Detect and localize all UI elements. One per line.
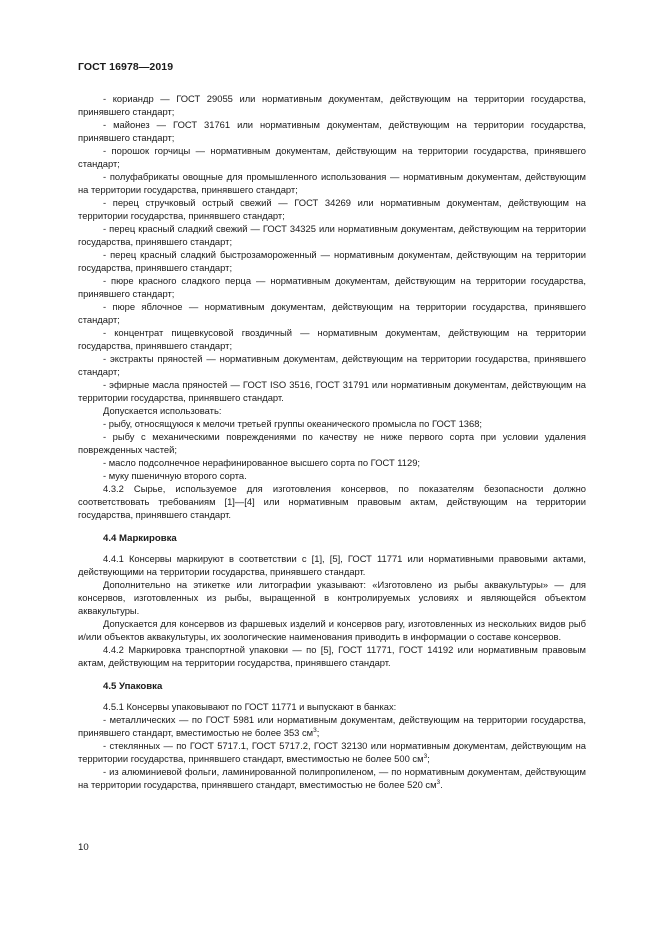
paragraph bbox=[78, 92, 586, 118]
paragraph-text: - из алюминиевой фольги, ламинированной полипропиленом, — по нормативным документам, действующим на территории государства, принявшего стандарт, вместимостью не более 520 см bbox=[78, 766, 586, 790]
page-number: 10 bbox=[78, 842, 89, 853]
paragraph bbox=[78, 482, 586, 521]
paragraph-text: - рыбу, относящуюся к мелочи третьей группы океанического промысла по ГОСТ 1368; bbox=[103, 418, 483, 429]
paragraph bbox=[78, 643, 586, 669]
paragraph-text: - рыбу с механическими повреждениями по качеству не ниже первого сорта при условии удаления поврежденных частей; bbox=[78, 431, 586, 455]
paragraph-text: 4.5.1 Консервы упаковывают по ГОСТ 11771 и выпускают в банках: bbox=[103, 701, 397, 712]
section-heading bbox=[78, 680, 586, 693]
paragraph-text: - металлических — по ГОСТ 5981 или нормативным документам, действующим на территории государства, принявшего стандарт, вместимостью не более 353 см bbox=[78, 714, 586, 738]
document-header: ГОСТ 16978—2019 bbox=[78, 61, 174, 73]
paragraph-text: 4.5 Упаковка bbox=[103, 681, 163, 692]
paragraph bbox=[78, 552, 586, 578]
paragraph-text: - кориандр — ГОСТ 29055 или нормативным документам, действующим на территории государства, принявшего стандарт; bbox=[78, 93, 586, 117]
paragraph-text: Допускается использовать: bbox=[103, 405, 222, 416]
paragraph bbox=[78, 144, 586, 170]
paragraph bbox=[78, 118, 586, 144]
paragraph bbox=[78, 739, 586, 765]
paragraph-text: - стеклянных — по ГОСТ 5717.1, ГОСТ 5717.2, ГОСТ 32130 или нормативным документам, действующим на территории государства, принявшего стандарт, вместимостью не более 500 см bbox=[78, 740, 586, 764]
paragraph-text: 4.4.1 Консервы маркируют в соответствии с [1], [5], ГОСТ 11771 или нормативными правовыми актами, действующими на территории государства, принявшего стандарт. bbox=[78, 553, 586, 577]
paragraph-text: - пюре яблочное — нормативным документам, действующим на территории государства, принявшего стандарт; bbox=[78, 301, 586, 325]
paragraph bbox=[78, 430, 586, 456]
paragraph-text: - майонез — ГОСТ 31761 или нормативным документам, действующим на территории государства, принявшего стандарт; bbox=[78, 119, 586, 143]
paragraph-text: Дополнительно на этикетке или литографии указывают: «Изготовлено из рыбы аквакультуры» — для консервов, изготовленных из рыбы, выращенной в контролируемых условиях и являющейся объектом аквакультуры. bbox=[78, 579, 586, 616]
paragraph-text: - пюре красного сладкого перца — нормативным документам, действующим на территории государства, принявшего стандарт; bbox=[78, 275, 586, 299]
paragraph-text: - масло подсолнечное нерафинированное высшего сорта по ГОСТ 1129; bbox=[103, 457, 421, 468]
superscript: 3 bbox=[313, 726, 317, 734]
section-heading bbox=[78, 532, 586, 545]
paragraph-text: - перец красный сладкий быстрозамороженный — нормативным документам, действующим на территории государства, принявшего стандарт; bbox=[78, 249, 586, 273]
paragraph bbox=[78, 352, 586, 378]
paragraph-text: - перец стручковый острый свежий — ГОСТ 34269 или нормативным документам, действующим на территории государства, принявшего стандарт; bbox=[78, 197, 586, 221]
superscript: 3 bbox=[436, 778, 441, 786]
paragraph bbox=[78, 378, 586, 404]
paragraph bbox=[78, 617, 586, 643]
paragraph-text: 4.3.2 Сырье, используемое для изготовления консервов, по показателям безопасности должно соответствовать требованиям [1]—[4] или нормативным правовым актам, действующим на территории государства, принявшего стандарт. bbox=[78, 483, 586, 520]
paragraph-tail: . bbox=[440, 779, 443, 790]
paragraph bbox=[78, 222, 586, 248]
paragraph bbox=[78, 326, 586, 352]
paragraph bbox=[78, 578, 586, 617]
paragraph bbox=[78, 713, 586, 739]
paragraph bbox=[78, 765, 586, 791]
superscript: 3 bbox=[423, 752, 428, 760]
paragraph bbox=[78, 417, 586, 430]
paragraph-text: - полуфабрикаты овощные для промышленного использования — нормативным документам, действующим на территории государства, принявшего стандарт; bbox=[78, 171, 586, 195]
paragraph-text: - муку пшеничную второго сорта. bbox=[103, 470, 247, 481]
paragraph-text: 4.4 Маркировка bbox=[103, 533, 177, 544]
paragraph bbox=[78, 248, 586, 274]
paragraph bbox=[78, 274, 586, 300]
paragraph-tail: ; bbox=[316, 727, 320, 738]
paragraph-text: - перец красный сладкий свежий — ГОСТ 34325 или нормативным документам, действующим на территории государства, принявшего стандарт; bbox=[78, 223, 586, 247]
paragraph-text: Допускается для консервов из фаршевых изделий и консервов рагу, изготовленных из нескольких видов рыб и/или объектов аквакультуры, их зоологические наименования приводить в информации о составе консервов. bbox=[78, 618, 586, 642]
paragraph bbox=[78, 300, 586, 326]
paragraph-text: - экстракты пряностей — нормативным документам, действующим на территории государства, принявшего стандарт; bbox=[78, 353, 586, 377]
paragraph bbox=[78, 404, 586, 417]
paragraph bbox=[78, 700, 586, 713]
paragraph-text: 4.4.2 Маркировка транспортной упаковки — по [5], ГОСТ 11771, ГОСТ 14192 или нормативным правовым актам, действующим на территории государства, принявшего стандарт. bbox=[78, 644, 586, 668]
paragraph bbox=[78, 456, 586, 469]
paragraph bbox=[78, 469, 586, 482]
paragraph-text: - концентрат пищевкусовой гвоздичный — нормативным документам, действующим на территории государства, принявшего стандарт; bbox=[78, 327, 586, 351]
paragraph bbox=[78, 196, 586, 222]
paragraph-text: - порошок горчицы — нормативным документам, действующим на территории государства, принявшего стандарт; bbox=[78, 145, 586, 169]
paragraph-tail: ; bbox=[427, 753, 430, 764]
document-body bbox=[78, 92, 586, 791]
paragraph bbox=[78, 170, 586, 196]
paragraph-text: - эфирные масла пряностей — ГОСТ ISO 3516, ГОСТ 31791 или нормативным документам, действующим на территории государства, принявшего стандарт. bbox=[78, 379, 586, 403]
